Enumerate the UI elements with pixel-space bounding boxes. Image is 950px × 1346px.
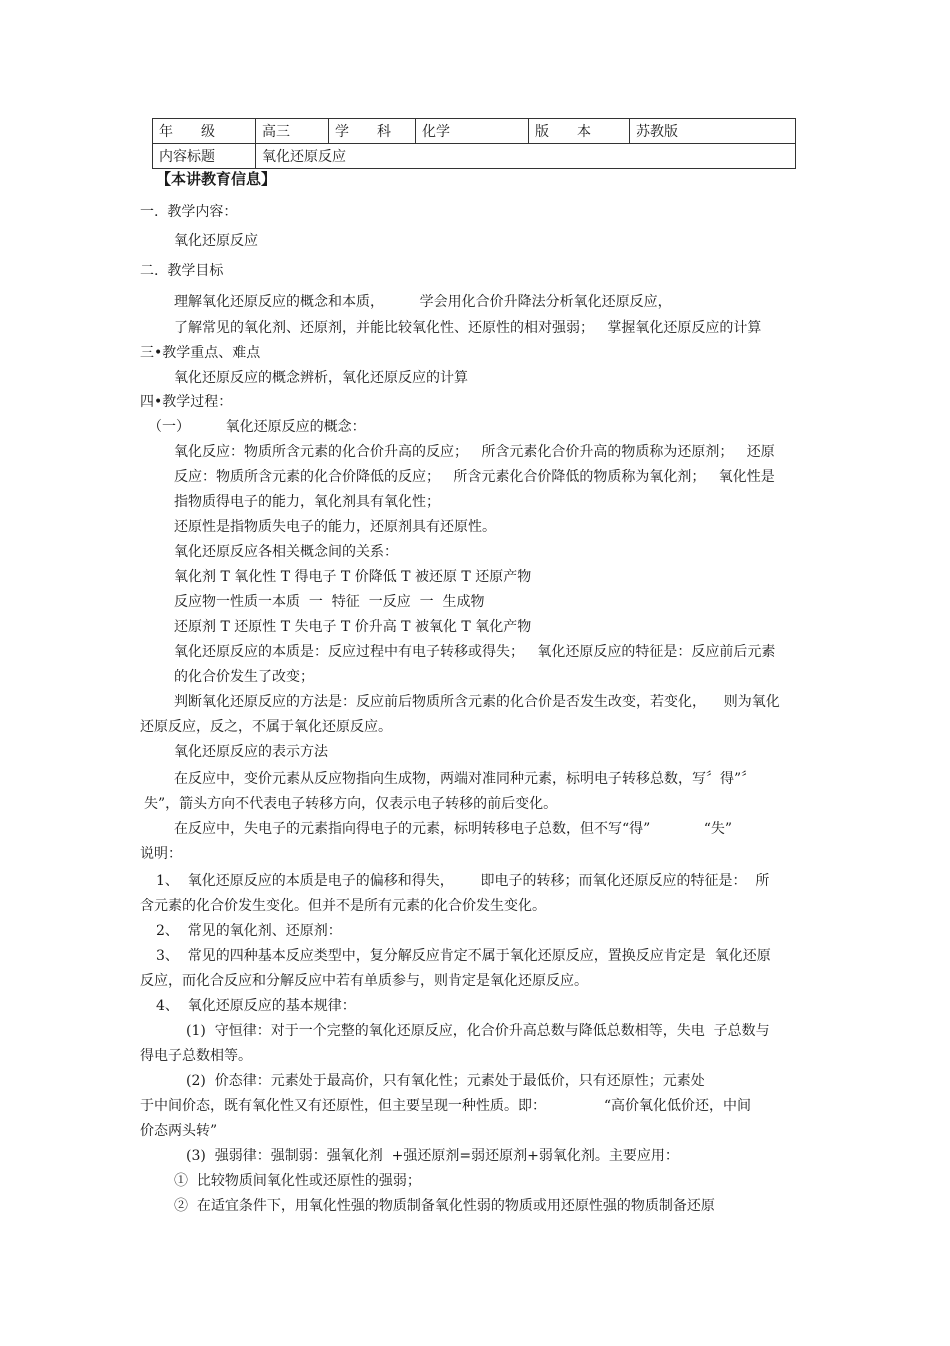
paragraph-line: 在反应中，变价元素从反应物指向生成物，两端对准同种元素，标明电子转移总数，写〞得”〞 xyxy=(174,771,756,787)
note-item-4: 4、 氧化还原反应的基本规律： xyxy=(156,998,356,1014)
heading-key-points: 三•教学重点、难点 xyxy=(140,345,261,361)
subject-label: 学 科 xyxy=(329,119,416,144)
application-item-1: ① 比较物质间氧化性或还原性的强弱； xyxy=(174,1173,421,1189)
paragraph-line: 判断氧化还原反应的方法是：反应前后物质所含元素的化合价是否发生改变，若变化， 则为氧化 xyxy=(174,694,780,710)
paragraph-line: 的化合价发生了改变； xyxy=(174,669,314,685)
heading-notes: 说明： xyxy=(140,846,182,862)
grade-label: 年 级 xyxy=(153,119,256,144)
paragraph-line: 于中间价态，既有氧化性又有还原性，但主要呈现一种性质。即： “高价氧化低价还，中间 xyxy=(140,1098,752,1114)
title-value: 氧化还原反应 xyxy=(256,144,796,169)
section-banner: 【本讲教育信息】 xyxy=(156,170,277,188)
grade-value: 高三 xyxy=(256,119,329,144)
paragraph-line: 价态两头转” xyxy=(140,1123,218,1139)
paragraph-line: 还原性是指物质失电子的能力，还原剂具有还原性。 xyxy=(174,519,496,535)
law-conservation: (1) 守恒律：对于一个完整的氧化还原反应，化合价升高总数与降低总数相等，失电 子总数与 xyxy=(186,1023,770,1039)
paragraph-line: 反应：物质所含元素的化合价降低的反应； 所含元素化合价降低的物质称为氧化剂； 氧化性是 xyxy=(174,469,775,485)
paragraph-line: 氧化反应：物质所含元素的化合价升高的反应； 所含元素化合价升高的物质称为还原剂； 还原 xyxy=(174,444,775,460)
paragraph-line: 反应，而化合反应和分解反应中若有单质参与，则肯定是氧化还原反应。 xyxy=(140,973,588,989)
header-row-1 xyxy=(153,119,796,144)
subject-value: 化学 xyxy=(416,119,529,144)
paragraph-line: 氧化还原反应的概念辨析，氧化还原反应的计算 xyxy=(174,370,468,386)
note-item-3: 3、 常见的四种基本反应类型中，复分解反应肯定不属于氧化还原反应，置换反应肯定是 氧化还原 xyxy=(156,948,771,964)
paragraph-line: 氧化还原反应各相关概念间的关系： xyxy=(174,544,398,560)
paragraph-line: 指物质得电子的能力，氧化剂具有氧化性； xyxy=(174,494,440,510)
heading-teaching-process: 四•教学过程： xyxy=(140,394,233,410)
relation-line-categories: 反应物一性质一本质 一 特征 一反应 一 生成物 xyxy=(174,594,485,610)
paragraph-line: 氧化还原反应的表示方法 xyxy=(174,744,328,760)
paragraph-line: 含元素的化合价发生变化。但并不是所有元素的化合价发生变化。 xyxy=(140,898,546,914)
header-row-2 xyxy=(153,144,796,169)
law-valence: (2) 价态律：元素处于最高价，只有氧化性；元素处于最低价，只有还原性；元素处 xyxy=(186,1073,705,1089)
note-item-2: 2、 常见的氧化剂、还原剂： xyxy=(156,923,342,939)
edition-label: 版 本 xyxy=(529,119,630,144)
header-table xyxy=(152,118,796,169)
paragraph-line: 得电子总数相等。 xyxy=(140,1048,252,1064)
paragraph-line: 氧化还原反应 xyxy=(174,233,258,249)
relation-line-oxidant: 氧化剂 T 氧化性 T 得电子 T 价降低 T 被还原 T 还原产物 xyxy=(174,569,532,585)
application-item-2: ② 在适宜条件下，用氧化性强的物质制备氧化性弱的物质或用还原性强的物质制备还原 xyxy=(174,1198,715,1214)
relation-line-reductant: 还原剂 T 还原性 T 失电子 T 价升高 T 被氧化 T 氧化产物 xyxy=(174,619,532,635)
subheading-concept: （一） 氧化还原反应的概念： xyxy=(148,419,366,435)
note-item-1: 1、 氧化还原反应的本质是电子的偏移和得失， 即电子的转移；而氧化还原反应的特征是： 所 xyxy=(156,873,770,889)
title-label: 内容标题 xyxy=(153,144,256,169)
paragraph-line: 还原反应，反之，不属于氧化还原反应。 xyxy=(140,719,392,735)
paragraph-line: 在反应中，失电子的元素指向得电子的元素，标明转移电子总数，但不写“得” “失” xyxy=(174,821,733,837)
edition-value: 苏教版 xyxy=(630,119,796,144)
paragraph-line: 氧化还原反应的本质是：反应过程中有电子转移或得失； 氧化还原反应的特征是：反应前后元素 xyxy=(174,644,776,660)
paragraph-line: 失”，箭头方向不代表电子转移方向，仅表示电子转移的前后变化。 xyxy=(144,796,558,812)
heading-teaching-content: 一. 教学内容： xyxy=(140,204,238,220)
paragraph-line: 了解常见的氧化剂、还原剂，并能比较氧化性、还原性的相对强弱； 掌握氧化还原反应的计算 xyxy=(174,320,762,336)
paragraph-line: 理解氧化还原反应的概念和本质， 学会用化合价升降法分析氧化还原反应， xyxy=(174,294,672,310)
law-strength: (3) 强弱律：强制弱：强氧化剂 +强还原剂=弱还原剂+弱氧化剂。主要应用： xyxy=(186,1148,679,1164)
heading-teaching-goals: 二. 教学目标 xyxy=(140,263,224,279)
